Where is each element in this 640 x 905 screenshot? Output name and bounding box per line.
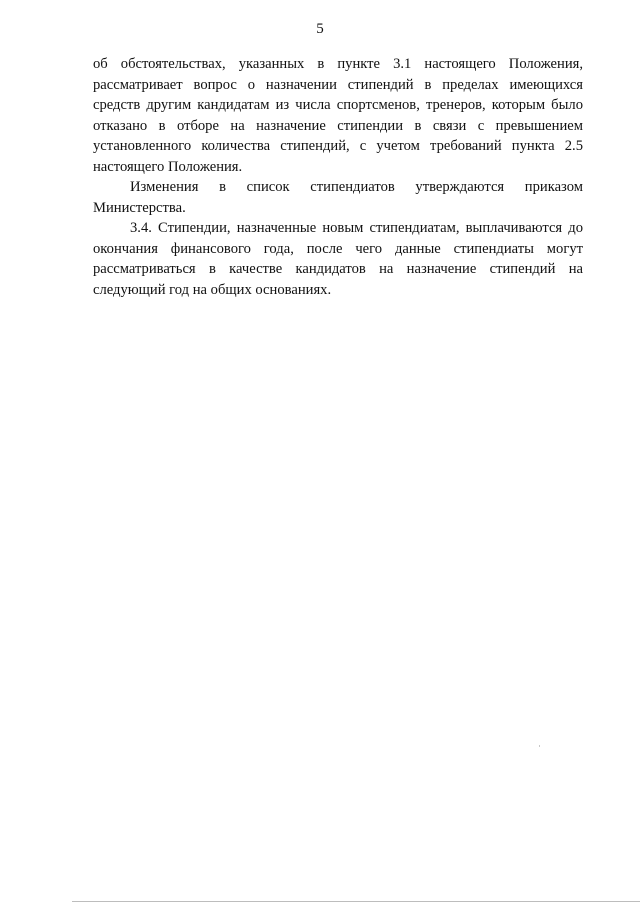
document-body [93, 54, 583, 300]
paragraph-continuation: об обстоятельствах, указанных в пункте 3.1 настоящего Положения, рассматривает вопрос о назначении стипендий в пределах имеющихся средств другим кандидатам из числа спортсменов, тренеров, которым было отказано в отборе на назначение стипендии в связи с превышением установленного количества стипендий, с учетом требований пункта 2.5 настоящего Положения. [93, 56, 583, 175]
paragraph-3-4: 3.4. Стипендии, назначенные новым стипендиатам, выплачиваются до окончания финансового года, после чего данные стипендиаты могут рассматриваться в качестве кандидатов на назначение стипендий на следующий год на общих основаниях. [93, 220, 583, 298]
scan-speck [539, 745, 540, 747]
scan-bottom-edge [72, 901, 640, 902]
paragraph-changes-approval: Изменения в список стипендиатов утверждаются приказом Министерства. [93, 179, 583, 216]
page-number: 5 [316, 21, 324, 37]
